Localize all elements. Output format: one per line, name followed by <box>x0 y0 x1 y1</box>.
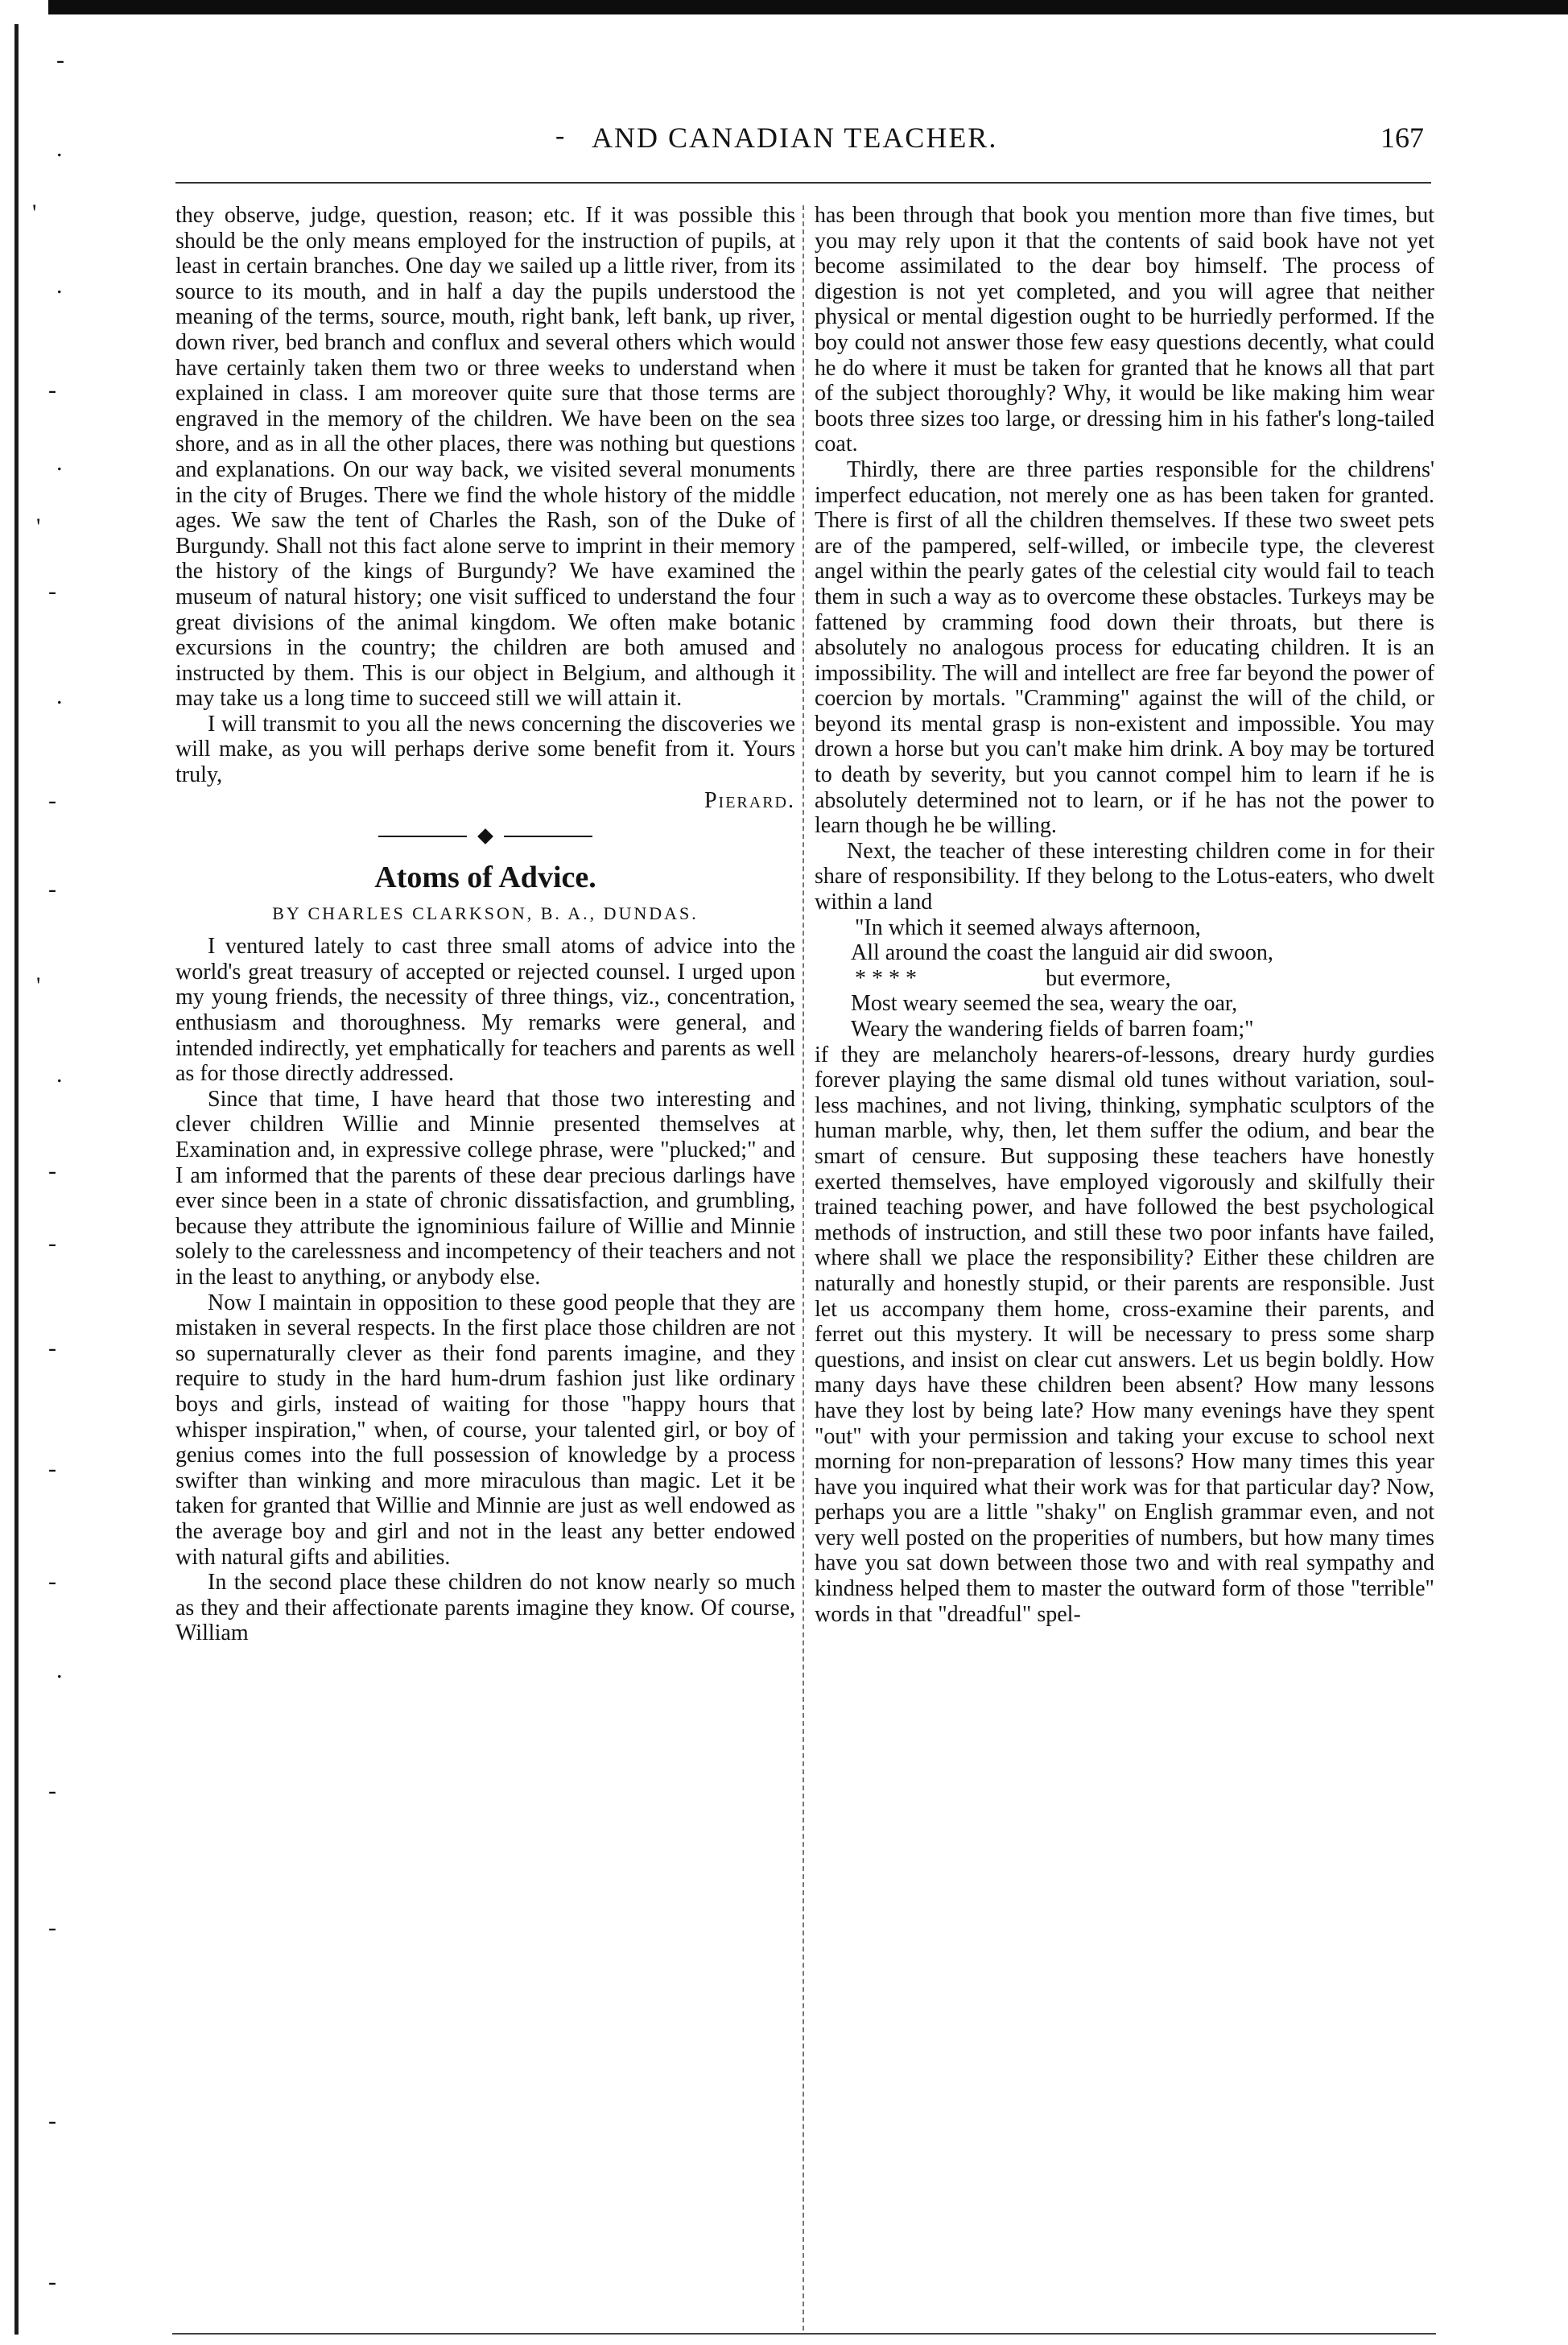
margin-mark: . <box>56 1061 63 1088</box>
margin-mark: - <box>48 1568 56 1595</box>
margin-mark: - <box>48 1777 56 1804</box>
running-header <box>555 121 1449 161</box>
paragraph: Next, the teacher of these interesting children come in for their share of responsibility. If they belong to the Lotus-eaters, who dwelt within a land <box>815 838 1434 915</box>
paragraph: Thirdly, there are three parties responsible for the childrens' imperfect education, not merely one as has been taken for granted. There is first of all the children themselves. If these two sweet pets are of the pampered, self-willed, or imbecile type, the cleverest angel within the pearly gates of the celestial city would fail to teach them in such a way as to overcome these obstacles. Turkeys may be fattened by cramming food down their throats, but there is absolutely no analogous process for educating children. It is an impossibility. The will and intellect are free far beyond the power of coercion by mortals. "Cramming" against the will of the child, or beyond its mental grasp is non-existent and impossible. You may drown a horse but you can't make him drink. A boy may be tortured to death by severity, but you cannot compel him to learn if he is absolutely determined not to learn, or if he has not the power to learn though he be willing. <box>815 456 1434 839</box>
paragraph: if they are melancholy hearers-of-lessons, dreary hurdy gurdies forever playing the same dismal old tunes without variation, soul-less machines, and not living, thinking, symphatic sculptors of the human marble, why, then, let them suffer the odium, and bear the smart of censure. But supposing these teachers have honestly exerted themselves, have employed vigorously and skilfully their trained teaching power, and have followed the best psychological methods of instruction, and still these two poor infants have failed, where shall we place the responsibility? Either these children are naturally and honestly stupid, or their parents are responsible. Just let us accompany them home, cross-examine their parents, and ferret out this mystery. It will be necessary to press some sharp questions, and insist on clear cut answers. Let us begin boldly. How many days have these children been absent? How many lessons have they lost by being late? How many evenings have they spent "out" with your permission and taking your excuse to school next morning for non-preparation of lessons? How many times this year have you inquired what their work was for that particular day? Now, perhaps you are a little "shaky" on English grammar even, and not very well posted on the properities of numbers, but how many times have you sat down between those two and with real sympathy and kindness helped them to master the outward form of those "terrible" words in that "dreadful" spel- <box>815 1042 1434 1627</box>
verse-line: Weary the wandering fields of barren foam;" <box>851 1017 1254 1042</box>
paragraph: In the second place these children do not know nearly so much as they and their affectionate parents imagine they know. Of course, William <box>175 1570 795 1646</box>
margin-mark: - <box>48 578 56 605</box>
margin-mark: ' <box>36 514 41 540</box>
margin-mark: . <box>56 683 63 709</box>
paragraph: has been through that book you mention more than five times, but you may rely upon it that the contents of said book have not yet become assimilated to the dear boy himself. The process of digestion is not yet completed, and you will agree that neither physical or mental digestion ought to be hurriedly performed. If the boy could not answer those few easy questions decently, what could he do where it must be taken for granted that he knows all that part of the subject thoroughly? Why, it would be like making him wear boots three sizes too large, or dressing him in his father's long-tailed coat. <box>815 203 1434 457</box>
paragraph: I will transmit to you all the news concerning the discoveries we will make, as you will perhaps derive some benefit from it. Yours truly, <box>175 711 795 788</box>
byline: BY CHARLES CLARKSON, B. A., DUNDAS. <box>272 903 699 924</box>
verse-line: All around the coast the languid air did swoon, <box>851 940 1273 966</box>
header-dash: - <box>555 121 565 151</box>
page-number: 167 <box>1380 122 1424 154</box>
margin-mark: . <box>56 449 63 476</box>
margin-mark: ' <box>32 200 37 226</box>
right-column <box>815 203 1434 1627</box>
top-border-rule <box>48 0 1568 14</box>
article-title: Atoms of Advice. <box>374 861 596 895</box>
margin-mark: - <box>48 2108 56 2134</box>
margin-mark: - <box>48 1455 56 1482</box>
margin-mark: . <box>56 1657 63 1683</box>
verse-fragment: but evermore, <box>1046 965 1171 991</box>
margin-mark: - <box>56 47 64 73</box>
scan-margin-line <box>14 24 19 2335</box>
margin-mark: - <box>48 1914 56 1941</box>
running-title: AND CANADIAN TEACHER. <box>592 122 998 154</box>
margin-mark: - <box>48 1158 56 1184</box>
margin-mark: - <box>48 377 56 403</box>
margin-mark: . <box>56 135 63 162</box>
column-divider <box>803 205 805 2331</box>
margin-mark: - <box>48 876 56 902</box>
margin-mark: ' <box>36 972 41 999</box>
margin-mark: - <box>48 787 56 814</box>
header-rule <box>175 182 1431 184</box>
verse-asterisks: * * * * <box>855 965 917 991</box>
verse-line <box>815 966 1434 992</box>
verse-line: "In which it seemed always afternoon, <box>855 914 1201 940</box>
left-column <box>175 203 795 1646</box>
paragraph: I ventured lately to cast three small atoms of advice into the world's great treasury of accepted or rejected counsel. I urged upon my young friends, the necessity of three things, viz., concentration, enthusiasm and thoroughness. My remarks were general, and intended indirectly, yet emphatically for teachers and parents as well as for those directly addressed. <box>175 934 795 1087</box>
section-ornament <box>175 818 795 855</box>
margin-mark: - <box>48 1335 56 1361</box>
paragraph: they observe, judge, question, reason; etc. If it was possible this should be the only means employed for the instruction of pupils, at least in certain branches. One day we sailed up a little river, from its source to its mouth, and in half a day the pupils understood the meaning of the terms, source, mouth, right bank, left bank, up river, down river, bed branch and conflux and several others which would have certainly taken them two or three weeks to understand when explained in class. I am moreover quite sure that those terms are engraved in the memory of the children. We have been on the sea shore, and as in all the other places, there was nothing but questions and explanations. On our way back, we visited several monuments in the city of Bruges. There we find the whole history of the middle ages. We saw the tent of Charles the Rash, son of the Duke of Burgundy. Shall not this fact alone serve to imprint in their memory the history of the kings of Burgundy? We have examined the museum of natural history; one visit sufficed to understand the four great divisions of the animal kingdom. We often make botanic excursions in the country; the children are both amused and instructed by them. This is our object in Belgium, and although it may take us a long time to succeed still we will attain it. <box>175 203 795 712</box>
margin-mark: - <box>48 2269 56 2295</box>
bottom-rule <box>172 2333 1436 2335</box>
margin-mark: . <box>56 272 63 299</box>
verse-line: Most weary seemed the sea, weary the oar, <box>851 991 1238 1017</box>
signature: Pierard. <box>704 787 795 813</box>
paragraph: Since that time, I have heard that those two interesting and clever children Willie and Minnie presented themselves at Examination and, in expressive college phrase, were "plucked;" and I am informed that the parents of these dear precious darlings have ever since been in a state of chronic dissatisfaction, and grumbling, because they attribute the ignominious failure of Willie and Minnie solely to the carelessness and incompetency of their teachers and not in the least to anything, or anybody else. <box>175 1086 795 1290</box>
margin-mark: - <box>48 1230 56 1257</box>
paragraph: Now I maintain in opposition to these good people that they are mistaken in several respects. In the first place those children are not so supernaturally clever as their fond parents imagine, and they require to study in the hard hum-drum fashion just like ordinary boys and girls, instead of waiting for those "happy hours that whisper inspiration," when, of course, your talented girl, or boy of genius comes into the full possession of knowledge by a process swifter than winking and more miraculous than magic. Let it be taken for granted that Willie and Minnie are just as well endowed as the average boy and girl and not in the least any better endowed with natural gifts and abilities. <box>175 1290 795 1570</box>
